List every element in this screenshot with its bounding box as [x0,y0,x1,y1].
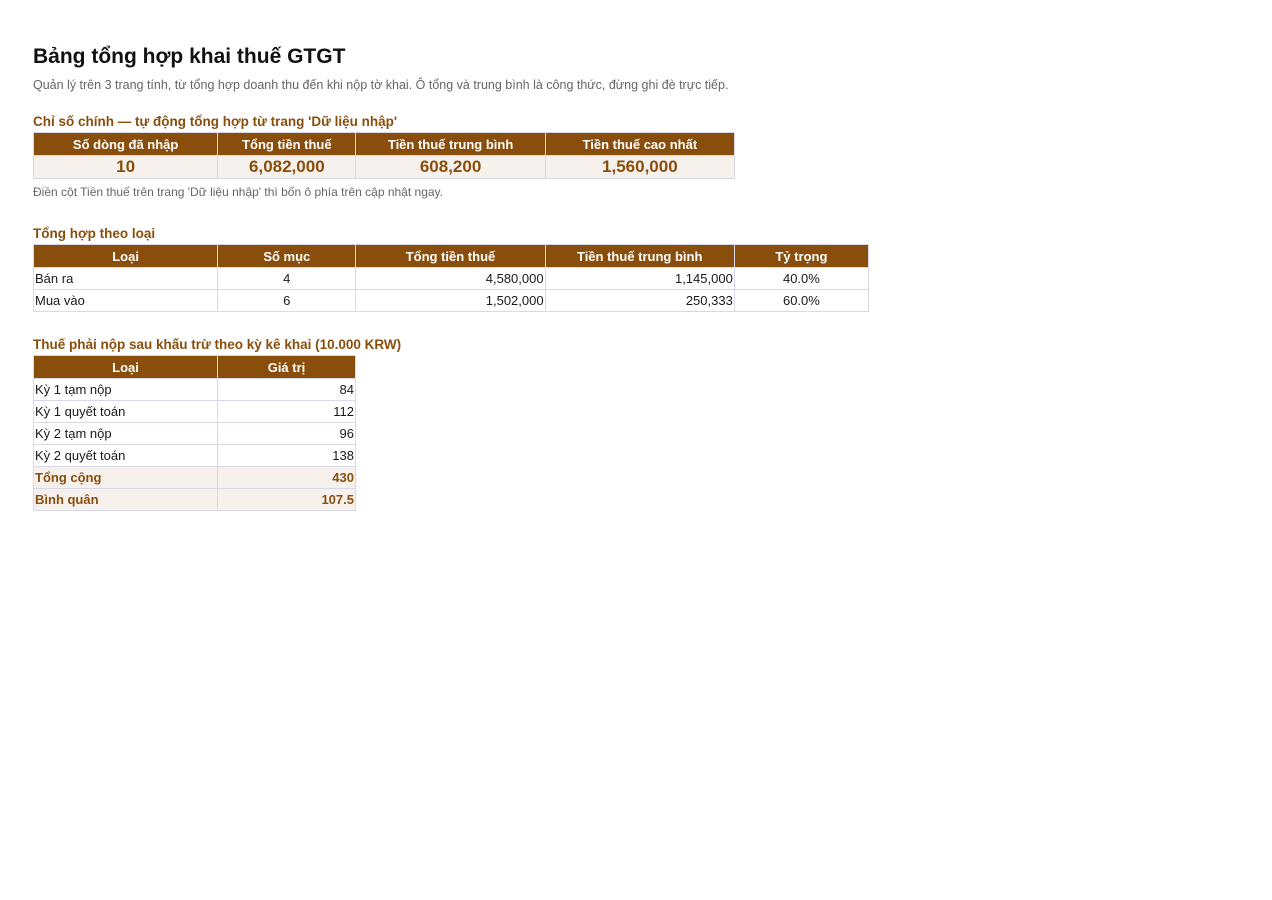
by-type-section-title: Tổng hợp theo loại [33,226,156,241]
period-name-cell[interactable]: Kỳ 2 tạm nộp [34,423,218,445]
kpi-header-cell[interactable]: Số dòng đã nhập [34,133,218,156]
table-row [34,379,356,401]
kpi-section-title: Chỉ số chính — tự động tổng hợp từ trang 'Dữ liệu nhập' [33,114,398,129]
kpi-note: Điền cột Tiền thuế trên trang 'Dữ liệu nhập' thì bốn ô phía trên cập nhật ngay. [33,185,443,199]
type-avg-cell[interactable]: 1,145,000 [545,268,734,290]
table-row [34,423,356,445]
kpi-table [33,132,735,179]
type-total-cell[interactable]: 1,502,000 [356,290,545,312]
type-name-cell[interactable]: Mua vào [34,290,218,312]
by-period-header-cell[interactable]: Giá trị [218,356,356,379]
period-name-cell[interactable]: Kỳ 2 quyết toán [34,445,218,467]
kpi-header-cell[interactable]: Tổng tiền thuế [218,133,356,156]
total-value-cell[interactable]: 430 [218,467,356,489]
average-row [34,489,356,511]
kpi-avg-tax-cell[interactable]: 608,200 [356,156,545,179]
by-type-header-cell[interactable]: Số mục [218,245,356,268]
by-period-table [33,355,356,511]
type-total-cell[interactable]: 4,580,000 [356,268,545,290]
kpi-value-row [34,156,735,179]
kpi-header-cell[interactable]: Tiền thuế cao nhất [545,133,734,156]
type-count-cell[interactable]: 6 [218,290,356,312]
kpi-header-cell[interactable]: Tiền thuế trung bình [356,133,545,156]
by-period-header-cell[interactable]: Loại [34,356,218,379]
type-name-cell[interactable]: Bán ra [34,268,218,290]
table-row [34,401,356,423]
page-title: Bảng tổng hợp khai thuế GTGT [33,45,346,68]
period-value-cell[interactable]: 112 [218,401,356,423]
by-type-header-cell[interactable]: Tỷ trọng [734,245,868,268]
table-row [34,290,869,312]
kpi-rows-count-cell[interactable]: 10 [34,156,218,179]
type-share-cell[interactable]: 60.0% [734,290,868,312]
period-name-cell[interactable]: Kỳ 1 quyết toán [34,401,218,423]
by-period-section-title: Thuế phải nộp sau khấu trừ theo kỳ kê khai (10.000 KRW) [33,337,402,352]
type-share-cell[interactable]: 40.0% [734,268,868,290]
by-type-header-cell[interactable]: Tiền thuế trung bình [545,245,734,268]
by-period-header-row [34,356,356,379]
by-type-table [33,244,869,312]
type-avg-cell[interactable]: 250,333 [545,290,734,312]
page-subtitle: Quản lý trên 3 trang tính, từ tổng hợp doanh thu đến khi nộp tờ khai. Ô tổng và trung bình là công thức, đừng ghi đè trực tiếp. [33,78,729,92]
period-value-cell[interactable]: 84 [218,379,356,401]
period-value-cell[interactable]: 138 [218,445,356,467]
kpi-header-row [34,133,735,156]
spreadsheet-sheet [33,42,869,511]
table-row [34,445,356,467]
period-value-cell[interactable]: 96 [218,423,356,445]
kpi-max-tax-cell[interactable]: 1,560,000 [545,156,734,179]
by-type-header-row [34,245,869,268]
average-value-cell[interactable]: 107.5 [218,489,356,511]
average-label-cell[interactable]: Bình quân [34,489,218,511]
type-count-cell[interactable]: 4 [218,268,356,290]
kpi-total-tax-cell[interactable]: 6,082,000 [218,156,356,179]
total-label-cell[interactable]: Tổng cộng [34,467,218,489]
table-row [34,268,869,290]
by-type-header-cell[interactable]: Loại [34,245,218,268]
total-row [34,467,356,489]
by-type-header-cell[interactable]: Tổng tiền thuế [356,245,545,268]
period-name-cell[interactable]: Kỳ 1 tạm nộp [34,379,218,401]
